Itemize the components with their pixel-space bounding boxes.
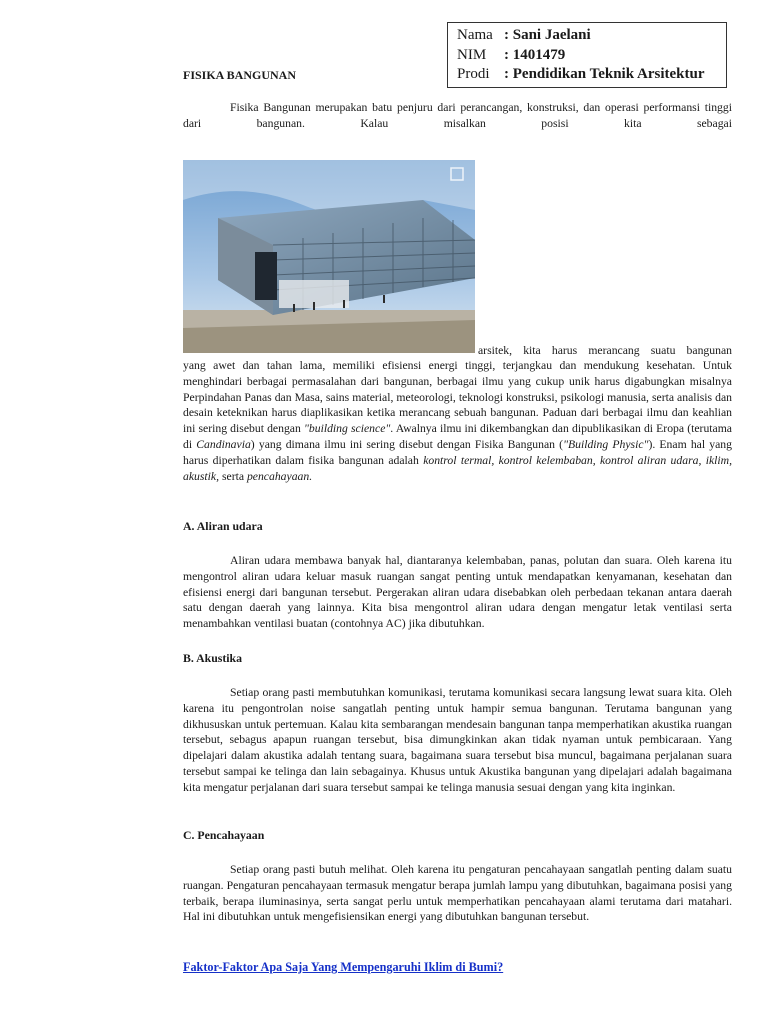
intro-text-c: ) yang dimana ilmu ini sering disebut dengan Fisika Bangunan ( [250, 437, 564, 451]
intro-term-building-physic: "Building Physic" [563, 437, 649, 451]
prodi-row [457, 65, 726, 85]
nim-value: : 1401479 [504, 46, 566, 63]
intro-paragraph-side: arsitek, kita harus merancang suatu bangunan [478, 344, 732, 357]
nim-label: NIM [457, 46, 487, 63]
prodi-label: Prodi [457, 66, 490, 82]
name-value: : Sani Jaelani [504, 27, 591, 43]
section-c-body: Setiap orang pasti butuh melihat. Oleh karena itu pengaturan pencahayaan sangatlah penting dalam suatu ruangan. Pengaturan pencahayaan termasuk mengatur berapa jumlah lampu yang dibutuhkan, bagaimana posisi yang terbaik, berapa iluminasinya, serta sangat perlu untuk memperhatikan pencahayaan alami terutama dari matahari. Hal ini dibutuhkan untuk mengefisiensikan energi yang dibutuhkan bangunan tersebut. [183, 863, 732, 924]
intro-text-a: yang awet dan tahan lama, memiliki efisiensi energi tinggi, terjangkau dan mendukung kesehatan. Untuk menghindari berbagai permasalahan dari bangunan, berbagai ilmu yang cukup unik harus digabungkan misalnya Perpindahan Panas dan Masa, sains material, meteorologi, teknologi konstruksi, psikologi manusia, serta analisis dan desain keteknikan harus diaplikasikan ketika merancang sebuah bangunan. Paduan dari berbagai ilmu dan keahlian ini sering disebut dengan [183, 359, 732, 436]
related-article-link[interactable]: Faktor-Faktor Apa Saja Yang Mempengaruhi Iklim di Bumi? [183, 960, 504, 974]
prodi-value: : Pendidikan Teknik Arsitektur [504, 66, 705, 82]
section-b-body: Setiap orang pasti membutuhkan komunikasi, terutama komunikasi secara langsung lewat suara kita. Oleh karena itu pengontrolan noise sangatlah penting untuk hampir semua bangunan. Terutama bangunan yang dikhususkan untuk pertemuan. Kalau kita sembarangan mendesain bangunan tanpa memperhatikan akustika ruangan tersebut, sebagus apapun ruangan tersebut, bisa dimungkinkan akan tidak nyaman untuk pembicaraan. Yang dipelajari dalam akustika adalah tentang suara, bagaimana suara tersebut bisa muncul, bagaimana perjalanan suara tersebut sampai ke telinga dan lain sebagainya. Khusus untuk Akustika bangunan yang dipelajari adalah bagaimana kita mengatur perjalanan dari suara tersebut sampai ke telinga manusia sesuai dengan yang kita inginkan. [183, 686, 732, 794]
name-row [457, 26, 726, 46]
intro-text-d: ). Enam hal yang harus diperhatikan dalam fisika bangunan adalah [183, 437, 732, 467]
intro-text-b: . Awalnya ilmu ini dikembangkan dan dipublikasikan di Eropa (terutama di [183, 422, 732, 451]
section-c-heading: C. Pencahayaan [183, 828, 265, 842]
section-b-heading: B. Akustika [183, 651, 243, 665]
intro-paragraph-top: Fisika Bangunan merupakan batu penjuru dari perancangan, konstruksi, dan operasi performansi tinggi dari bangunan. Kalau misalkan posisi kita sebagai [183, 101, 732, 130]
student-identity-box [447, 22, 727, 88]
intro-text-e: serta [221, 469, 245, 483]
intro-term-pencahayaan: pencahayaan. [246, 469, 313, 483]
building-photo [183, 160, 475, 353]
intro-paragraph-continued [183, 358, 732, 484]
intro-term-building-science: "building science" [303, 422, 391, 436]
document-title: FISIKA BANGUNAN [183, 68, 297, 82]
intro-term-list: kontrol termal, kontrol kelembaban, kontrol aliran udara, iklim, akustik, [183, 453, 733, 483]
intro-term-candinavia: Candinavia [196, 437, 251, 451]
name-label: Nama [457, 27, 493, 43]
nim-row [457, 46, 726, 66]
section-a-heading: A. Aliran udara [183, 519, 263, 533]
section-a-body: Aliran udara membawa banyak hal, diantaranya kelembaban, panas, polutan dan suara. Oleh karena itu mengontrol aliran udara keluar masuk ruangan sangat penting untuk mendapatkan kenyamanan, kesehatan dan efisiensi energi dari bangunan tersebut. Pergerakan aliran udara disebabkan oleh perbedaan tekanan antara daerah satu dengan daerah yang lainnya. Kita bisa mengontrol aliran udara dengan mengatur letak ventilasi serta menambahkan ventilasi buatan (contohnya AC) jika dibutuhkan. [183, 554, 732, 631]
